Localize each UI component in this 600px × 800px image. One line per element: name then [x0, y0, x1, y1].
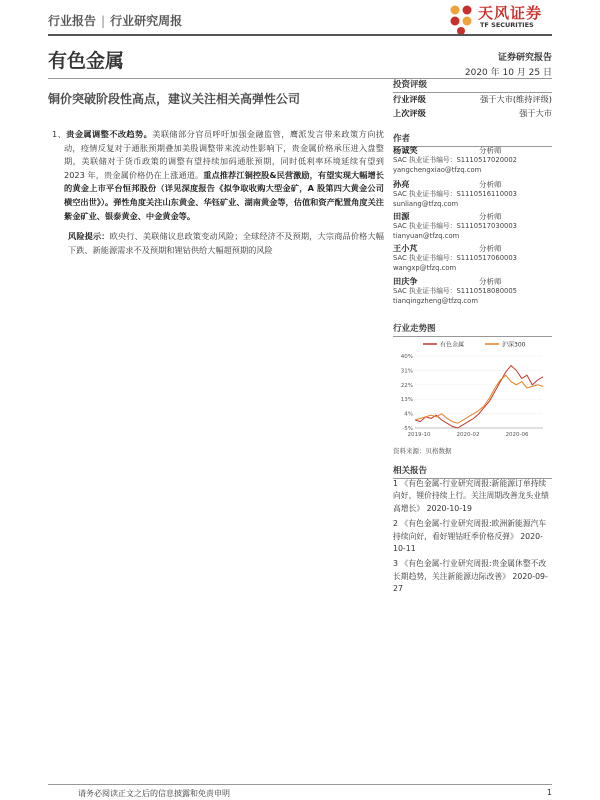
- author-name: 王小芃: [393, 243, 418, 253]
- author-card: [393, 180, 552, 209]
- trend-heading: 行业走势图: [393, 322, 552, 337]
- related-heading: 相关报告: [393, 464, 552, 479]
- header-rule: [48, 34, 552, 36]
- author-card: [393, 277, 552, 306]
- x-tick-label: 2020-02: [456, 432, 480, 438]
- author-card: [393, 146, 552, 175]
- author-email[interactable]: tianqingzheng@tfzq.com: [393, 296, 478, 305]
- subcategory-label: 行业研究周报: [110, 14, 183, 28]
- related-reports-list: [393, 478, 552, 599]
- paragraph-highlight: 重点推荐江铜控股&民营激励，有望实现大幅增长的黄金上市平台恒邦股份（详见深度报告《拟争取收购大型金矿，A 股第四大黄金公司横空出世》）。弹性角度关注山东黄金、华钰矿业、湖南黄金等，估值和资产配置角度关注紫金矿业、银泰黄金、中金黄金等。: [64, 169, 384, 221]
- author-role: 分析师: [479, 277, 502, 286]
- author-sac: SAC 执业证书编号：S1110517020002: [393, 155, 517, 164]
- author-card: [393, 212, 552, 241]
- report-category: [48, 12, 182, 29]
- y-tick-label: -5%: [402, 426, 413, 432]
- page-number: 1: [546, 788, 552, 797]
- y-tick-label: 13%: [400, 397, 413, 404]
- author-sac: SAC 执业证书编号：S1110516110003: [393, 189, 517, 198]
- logo-text: 天风证券: [478, 4, 543, 22]
- risk-paragraph: [48, 230, 384, 257]
- author-email[interactable]: sunliang@tfzq.com: [393, 199, 459, 208]
- paragraph-number: 1、: [52, 129, 67, 139]
- related-report-link[interactable]: 2 《有色金属-行业研究周报:欧洲新能源汽车持续向好，看好锂钴旺季价格反弹》 2020-10-11: [393, 519, 547, 554]
- author-card: [393, 244, 552, 273]
- series-line: [415, 366, 543, 428]
- logo-subtext: TF SECURITIES: [480, 21, 534, 29]
- legend-label: 有色金属: [440, 341, 465, 349]
- report-body: [48, 128, 384, 257]
- y-tick-label: 22%: [400, 382, 413, 389]
- prev-rating-label: 上次评级: [393, 108, 426, 118]
- industry-rating-row: [393, 94, 552, 105]
- prev-rating-value: 强于大市: [519, 108, 552, 118]
- y-tick-label: 4%: [404, 411, 413, 418]
- paragraph-1: [48, 128, 384, 223]
- industry-rating-label: 行业评级: [393, 94, 426, 104]
- author-role: 分析师: [479, 146, 502, 155]
- industry-rating-value: 强于大市(维持评级): [480, 94, 552, 104]
- related-report-link[interactable]: 1 《有色金属-行业研究周报:新能源订单持续向好，锂价持续上行。关注周期改善龙头业绩高增长》 2020-10-19: [393, 479, 549, 513]
- author-email[interactable]: wangxp@tfzq.com: [393, 263, 457, 272]
- x-tick-label: 2019-10: [407, 432, 431, 438]
- related-report-link[interactable]: 3 《有色金属-行业研究周报:贵金属休整不改长期趋势，关注新能源边际改善》 2020-09-27: [393, 559, 548, 594]
- author-name: 田源: [393, 211, 410, 221]
- author-role: 分析师: [479, 212, 502, 221]
- risk-lead: 风险提示：: [68, 231, 110, 242]
- report-subtitle: 铜价突破阶段性高点，建议关注相关高弹性公司: [48, 92, 301, 106]
- prev-rating-row: [393, 108, 552, 119]
- legend-label: 沪深300: [502, 341, 526, 349]
- category-separator: |: [101, 14, 106, 28]
- chart-source: 资料来源：贝格数据: [393, 447, 452, 455]
- risk-text: 欧央行、美联储议息政策变动风险；全球经济不及预期，大宗商品价格大幅下跌、新能源需求不及预期和锂钴供给大幅超预期的风险: [68, 231, 384, 255]
- author-email[interactable]: tianyuan@tfzq.com: [393, 231, 460, 240]
- category-label: 行业报告: [48, 14, 97, 28]
- author-sac: SAC 执业证书编号：S1110517060003: [393, 253, 517, 262]
- paragraph-text: 美联储部分官员呼吁加强金融监管，鹰派发言带来政策方向扰动，疫情反复对于通胀预期叠加美股调整带来流动性影响下，贵金属价格承压进入盘整期，美联储对于货币政策的调整有望持续加码通胀预期，同时低利率环境延续有望到 2023 年，贵金属价格仍在上涨通道。: [64, 129, 384, 180]
- author-sac: SAC 执业证书编号：S1110518080005: [393, 286, 517, 295]
- disclaimer-note: 请务必阅读正文之后的信息披露和免责申明: [78, 789, 230, 798]
- footer-rule: [48, 784, 552, 785]
- author-role: 分析师: [479, 244, 502, 253]
- author-name: 孙亮: [393, 179, 410, 189]
- author-name: 田庆争: [393, 276, 418, 286]
- y-tick-label: 40%: [400, 354, 413, 360]
- author-email[interactable]: yangchengxiao@tfzq.com: [393, 165, 482, 174]
- page-title: 有色金属: [48, 50, 125, 72]
- paragraph-lead: 贵金属调整不改趋势。: [66, 129, 153, 139]
- industry-trend-chart: [393, 336, 552, 442]
- author-name: 杨诚笑: [393, 145, 418, 155]
- author-sac: SAC 执业证书编号：S1110517030003: [393, 221, 517, 230]
- y-tick-label: 31%: [400, 368, 413, 375]
- x-tick-label: 2020-06: [505, 432, 529, 438]
- rating-heading: 投资评级: [393, 78, 552, 93]
- doc-date: 2020 年 10 月 25 日: [464, 68, 552, 78]
- authors-heading: 作者: [393, 132, 552, 147]
- author-role: 分析师: [479, 180, 502, 189]
- doc-type: 证券研究报告: [497, 53, 552, 63]
